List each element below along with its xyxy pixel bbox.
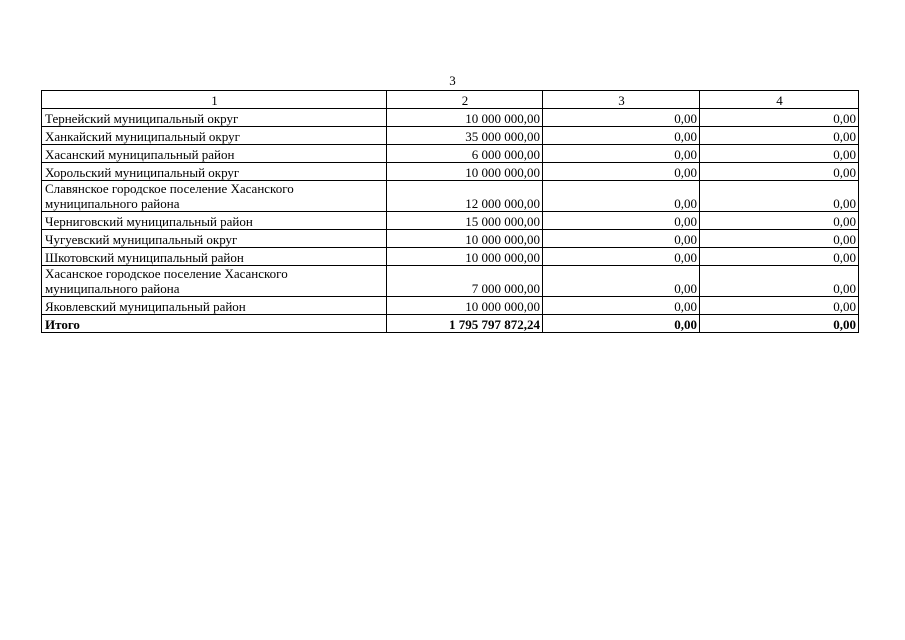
row-col-2: 10 000 000,00 <box>387 297 543 315</box>
row-name <box>42 248 387 266</box>
table-row <box>42 248 859 266</box>
row-col-3: 0,00 <box>543 109 700 127</box>
row-col-2: 35 000 000,00 <box>387 127 543 145</box>
total-label: Итого <box>42 315 387 333</box>
row-name-line: Яковлевский муниципальный район <box>45 299 246 314</box>
row-col-3: 0,00 <box>543 266 700 297</box>
table-header-row <box>42 91 859 109</box>
budget-table <box>41 90 859 333</box>
total-col-4: 0,00 <box>700 315 859 333</box>
table-row <box>42 230 859 248</box>
table-row <box>42 145 859 163</box>
row-col-3: 0,00 <box>543 145 700 163</box>
header-col-2: 2 <box>387 91 543 109</box>
row-col-4: 0,00 <box>700 248 859 266</box>
table-row <box>42 212 859 230</box>
row-name <box>42 145 387 163</box>
row-col-4: 0,00 <box>700 181 859 212</box>
row-col-2: 10 000 000,00 <box>387 248 543 266</box>
row-name <box>42 297 387 315</box>
row-name <box>42 181 387 212</box>
row-name <box>42 266 387 297</box>
total-row <box>42 315 859 333</box>
header-col-1: 1 <box>42 91 387 109</box>
row-col-2: 10 000 000,00 <box>387 230 543 248</box>
row-name-line: муниципального района <box>45 196 180 211</box>
row-col-2: 7 000 000,00 <box>387 266 543 297</box>
row-col-3: 0,00 <box>543 212 700 230</box>
row-name <box>42 127 387 145</box>
row-col-3: 0,00 <box>543 127 700 145</box>
row-col-2: 10 000 000,00 <box>387 163 543 181</box>
row-col-4: 0,00 <box>700 266 859 297</box>
table-row <box>42 163 859 181</box>
row-name-line: Хасанское городское поселение Хасанского <box>45 266 288 281</box>
row-col-3: 0,00 <box>543 181 700 212</box>
table-row <box>42 181 859 212</box>
row-col-4: 0,00 <box>700 230 859 248</box>
row-name-line: Тернейский муниципальный округ <box>45 111 239 126</box>
row-name <box>42 212 387 230</box>
row-name <box>42 109 387 127</box>
row-col-2: 6 000 000,00 <box>387 145 543 163</box>
row-col-2: 12 000 000,00 <box>387 181 543 212</box>
row-col-4: 0,00 <box>700 297 859 315</box>
row-name-line: Хасанский муниципальный район <box>45 147 235 162</box>
table-body <box>42 109 859 315</box>
table-row <box>42 266 859 297</box>
row-name-line: Ханкайский муниципальный округ <box>45 129 240 144</box>
row-name <box>42 230 387 248</box>
row-name-line: Чугуевский муниципальный округ <box>45 232 238 247</box>
row-name <box>42 163 387 181</box>
header-col-3: 3 <box>543 91 700 109</box>
table-row <box>42 127 859 145</box>
row-name-line: Славянское городское поселение Хасанского <box>45 181 294 196</box>
row-col-4: 0,00 <box>700 127 859 145</box>
row-col-4: 0,00 <box>700 145 859 163</box>
row-col-3: 0,00 <box>543 163 700 181</box>
row-name-line: Шкотовский муниципальный район <box>45 250 244 265</box>
row-col-3: 0,00 <box>543 248 700 266</box>
row-name-line: муниципального района <box>45 281 180 296</box>
row-col-2: 10 000 000,00 <box>387 109 543 127</box>
row-name-line: Хорольский муниципальный округ <box>45 165 240 180</box>
row-col-4: 0,00 <box>700 212 859 230</box>
row-col-4: 0,00 <box>700 163 859 181</box>
table-row <box>42 297 859 315</box>
row-name-line: Черниговский муниципальный район <box>45 214 253 229</box>
table-row <box>42 109 859 127</box>
row-col-2: 15 000 000,00 <box>387 212 543 230</box>
total-col-3: 0,00 <box>543 315 700 333</box>
page-number: 3 <box>449 73 456 88</box>
row-col-4: 0,00 <box>700 109 859 127</box>
row-col-3: 0,00 <box>543 297 700 315</box>
row-col-3: 0,00 <box>543 230 700 248</box>
total-col-2: 1 795 797 872,24 <box>387 315 543 333</box>
header-col-4: 4 <box>700 91 859 109</box>
